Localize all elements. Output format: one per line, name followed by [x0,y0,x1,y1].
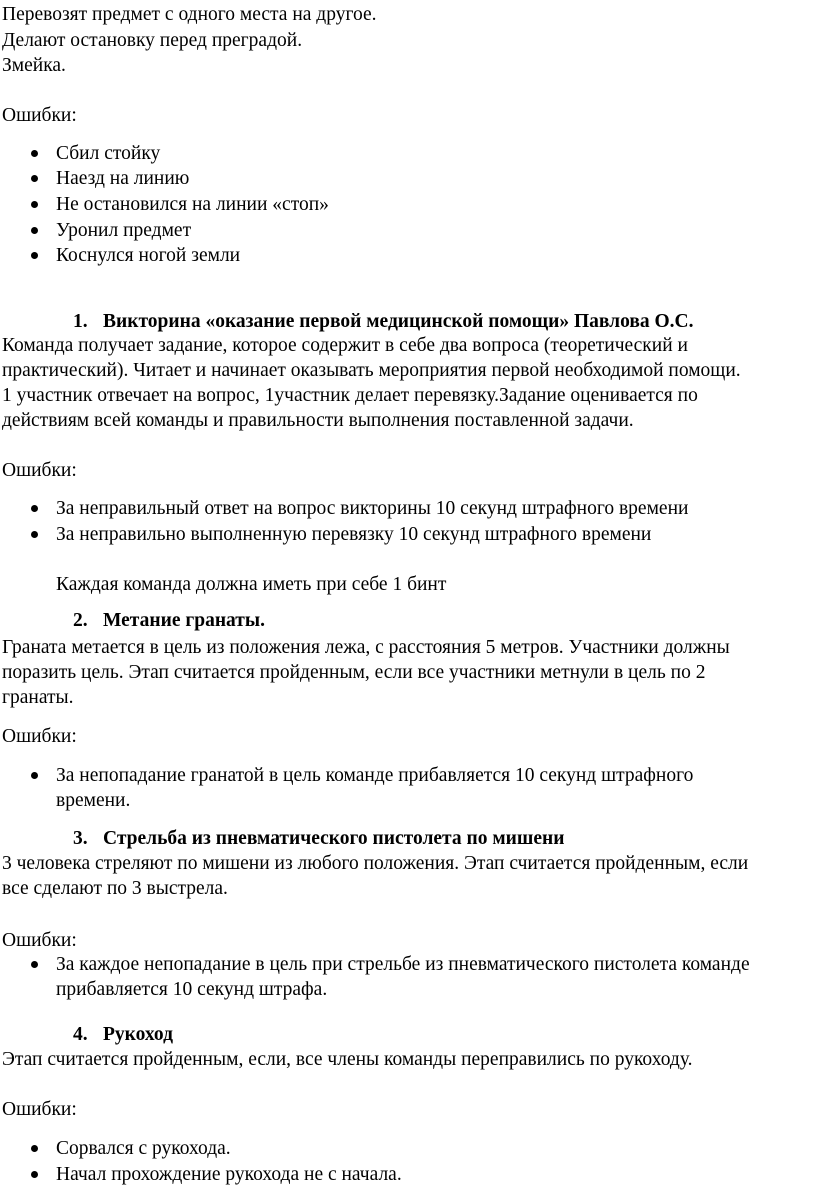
intro-line: Перевозят предмет с одного места на другое. [2,4,377,25]
section-title: Викторина «оказание первой медицинской помощи» Павлова О.С. [103,311,694,332]
body-line: Команда получает задание, которое содержит в себе два вопроса (теоретический и [2,335,688,356]
list-item-line: прибавляется 10 секунд штрафа. [56,979,328,1000]
bullet-dot [31,1171,38,1178]
list-item: Начал прохождение рукохода не с начала. [56,1164,402,1185]
section-heading [73,826,564,852]
bullet-dot [31,252,38,259]
body-line: действиям всей команды и правильности выполнения поставленной задачи. [2,410,634,431]
list-item: Сорвался с рукохода. [56,1138,231,1159]
body-line: гранаты. [2,687,74,708]
list-item: За неправильный ответ на вопрос викторины 10 секунд штрафного времени [56,498,689,519]
list-item: Коснулся ногой земли [56,245,241,266]
list-item: Уронил предмет [56,220,192,241]
section-heading [73,608,265,634]
intro-line: Делают остановку перед преградой. [2,30,303,51]
body-line: Этап считается пройденным, если, все члены команды переправились по рукоходу. [2,1049,693,1070]
body-line: Граната метается в цель из положения лежа, с расстояния 5 метров. Участники должны [2,637,730,658]
section-heading [73,1022,173,1048]
body-line: практический). Читает и начинает оказывать мероприятия первой необходимой помощи. [2,360,741,381]
bullet-dot [31,201,38,208]
intro-line: Змейка. [2,55,66,76]
body-line: 1 участник отвечает на вопрос, 1участник делает перевязку.Задание оценивается по [2,385,698,406]
list-item: Наезд на линию [56,168,190,189]
list-item: Не остановился на линии «стоп» [56,194,329,215]
errors-label: Ошибки: [2,1099,77,1120]
bullet-dot [31,150,38,157]
list-item: За неправильно выполненную перевязку 10 секунд штрафного времени [56,524,652,545]
errors-label: Ошибки: [2,726,77,747]
section-title: Рукоход [103,1024,173,1045]
section-title: Метание гранаты. [103,610,265,631]
bullet-dot [31,1145,38,1152]
note-text: Каждая команда должна иметь при себе 1 бинт [56,574,447,595]
body-line: все сделают по 3 выстрела. [2,878,228,899]
list-item-line: времени. [56,790,131,811]
bullet-dot [31,175,38,182]
section-number: 2. [73,610,88,631]
errors-label: Ошибки: [2,105,77,126]
bullet-dot [31,961,38,968]
section-number: 3. [73,828,88,849]
section-number: 1. [73,311,88,332]
list-item-line: За каждое непопадание в цель при стрельбе из пневматического пистолета команде [56,954,750,975]
errors-label: Ошибки: [2,930,77,951]
list-item: Сбил стойку [56,143,161,164]
bullet-dot [31,772,38,779]
errors-label: Ошибки: [2,460,77,481]
section-title: Стрельба из пневматического пистолета по мишени [103,828,565,849]
bullet-dot [31,505,38,512]
section-heading [73,309,694,335]
bullet-dot [31,227,38,234]
body-line: 3 человека стреляют по мишени из любого положения. Этап считается пройденным, если [2,853,749,874]
body-line: поразить цель. Этап считается пройденным, если все участники метнули в цель по 2 [2,662,706,683]
bullet-dot [31,531,38,538]
list-item-line: За непопадание гранатой в цель команде прибавляется 10 секунд штрафного [56,765,694,786]
section-number: 4. [73,1024,88,1045]
